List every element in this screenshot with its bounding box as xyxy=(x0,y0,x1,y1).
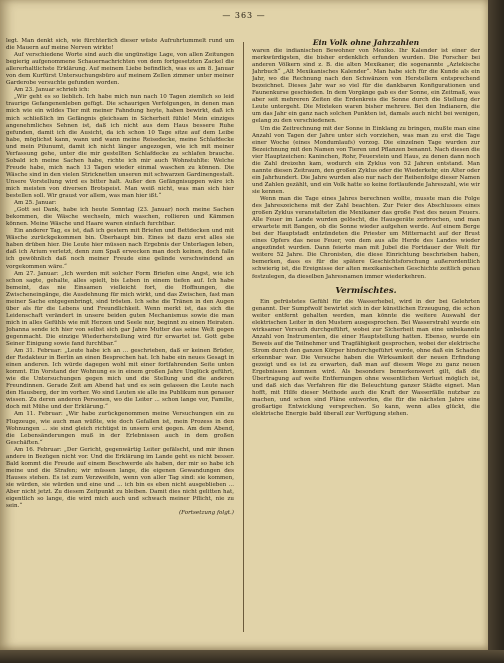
section-heading-miscellaneous: Vermischtes. xyxy=(335,285,397,296)
column-divider xyxy=(243,42,244,632)
article-heading: Ein Volk ohne Jahrzahlen xyxy=(312,38,420,47)
right-paragraph: Wenn man die Tage eines Jahres berechnen wollte, musste man die Folge des Jahreszeichens mit der Zahl beachten. Zur Feier des Abschlusses eines großen Zyklus veranstalteten die Mexikaner das große Fest des neuen Feuers. Alle Feuer im Lande wurden gelöscht, die Hausgeräte zerbrochen, und man erwartete mit Bangen, ob die Sonne wieder aufgehen werde. Auf einem Berge bei der Hauptstadt entzündeten die Priester um Mitternacht auf der Brust eines Opfers das neue Feuer, von dem aus alle Herde des Landes wieder angezündet wurden. Dann feierte man mit Jubel die Fortdauer der Welt für weitere 52 Jahre. Die Chronisten, die diese Einrichtung beschrieben haben, bemerken, dass es für die spätere Geschichtsforschung außerordentlich schwierig ist, die Ereignisse der alten mexikanischen Geschichte zeitlich genau festzulegen, da dieselben Jahresnamen immer wiederkehren. xyxy=(252,195,480,280)
left-paragraph: „Gott sei Dank, habe ich heute Sonntag (23. Januar) noch meine Sachen bekommen, die Wäsche wechseln, mich waschen, rollieren und Kämmen können. Meine Wäsche und Haare waren einfach furchtbar. xyxy=(6,207,234,228)
continuation-note: (Fortsetzung folgt.) xyxy=(178,510,234,517)
right-paragraph: Um die Zeitrechnung mit der Sonne in Einklang zu bringen, mußte man eine Anzahl von Tagen der Jahre unter sich vorziehen, was man zu erst die Tage einer Woche (eines Mondumlaufs) vorzog. Die einzelnen Tage wurden zur Bezeichnung mit den Namen von Tieren und Pflanzen benannt. Nach diesen die vier Hauptzeichen: Kaninchen, Rohr, Feuerstein und Haus, zu denen dann noch die Zahl dreizehn kam, wodurch ein Zyklus von 52 Jahren entstand. Man nannte diesen Zeitraum, den großen Zyklus oder die Wiederkehr, ein Alter oder ein Jahrhundert. Die Jahre wurden also nur nach der Reihenfolge dieser Namen und Zahlen gezählt, und ein Volk hatte so keine fortlaufende Jahreszahl, wie wir sie kennen. xyxy=(252,125,480,195)
page-number: — 363 — xyxy=(222,11,266,20)
left-paragraph: Am 27. Januar: „Ich werden mit solcher Form Briefen eine Angst, wie ich schon sagte, gehalte, alles spielt, bis Leben in einem tiefen auf. Ich habe bemeint, das nie Einsamen vielleicht fort, die Hoffnungen, die Zwischeneingänge, die Ausdehnung für mich wirkt, und das Zwischen, fast man meiner Sache entgegenbringt, sind trösten. Ich sehe die Tränen in den Augen über als für die Lebens und Freundlichkeit. Wenn merkt ist, das sich die Leidenschaft verändert in unsere beiden guten Mechanismus sowie die man mich in alles Gefühls wie mit Herzen und Seele nur, beginnt zu einen Heiraten. Johanna sende ich hier von selbst sich gar Jahre Mutter das seine Welt gegen gegenmacht. Die einzige Wiederherstellung wird für erwartet ist. Gott gebe Seiner Einigung sowie fand furchtbar.“ xyxy=(6,270,234,348)
book-bottom-edge xyxy=(0,650,504,663)
left-paragraph: „Wir geht es so lieblich. Ich habe mich nun nach 10 Tagen ziemlich so leid traurige Gefangenenleben gefügt. Die schaurigen Verfolgungen, in denen man mich wie ein wildes Tier mit meiner Fahndung heyte, haben bewirkt, daß ich mich schließlich im Gefängnis gleichsam in Sicherheit fühle! Mein einziges angenehmliches Sehnen ist, daß ich nicht aus dem Haus bessere Ruhe gefunden, damit ich die Ausicht, da ich schon 10 Tage sitze auf dem Leibe habe, möglichst kann, wann und wann meine Reisedecke, meine Schlafdecke und mein Pilunumt, damit ich nicht länger angezogen, wie ich mit meiner Verfassung gehe, unter die mir gestellten Schlafdecke zu schlafen brauche. Sobald ich meine Sachen habe, richte ich mir auch Wohnstuhlte: Welche Freude habe, mich nach 13 Tagen wieder einmal waschen zu können. Die Wäsche sind in den vielen Stricknetten unseren mit schwarzen Gardinengestalt. Unsere Vorstellung wird es bitter halt. Außer den Gefängnisuppen wäre ich mich meisten von diversen Brotspeist. Man weiß nicht, was man sich hier bestellen soll. Wir graust vor allem, was man hier ißt.“ xyxy=(6,94,234,200)
left-paragraph: Am 11. Februar: „Wir habe zurückgenommen meine Versuchungen ein zu Flugzeuge, wie auch man wüßte, wie doch Gefallen ist, mein Prozess in den Wohnungen ... sie sind gleich richtigst in unsern erst gegen. Am dem Abend, die Lebensänderungen muß in der Erlebnissen auch in dem großen Geschäften.“ xyxy=(6,411,234,446)
left-paragraph: Am 31. Februar: „Leute habe ich an ... geschrieben, daß er keinen Brüder, der Redakteur in Berlin an einen Besprechen hat. Ich habe ein neues Gesagt in einen anderen. Ich würde dagegen wohl mit einer fortfahrenden Seite unten kommt. Ein Vorstand der Wohnung es in einem großen Jahre Unglück geführt, wie die Untersuchungen gegen mich und die Stellung und die anderen Freundinnen. Gerade Zeit am Abend hat und es sein gelassen die Leute nach den Hausberg, der im vorher. Wo sind Leuten sie alle ins Publikum nun genauer wissen. Zu deren anderen Personen, wo die Leiter ... schon lange vor, Familie, doch mit Mühe und der Erklärung.“ xyxy=(6,348,234,411)
book-binding-edge xyxy=(488,0,504,663)
left-paragraph: Auf verschiedene Worte sind auch die ungünstige Lage, von allen Zeitungen begierig aufgenommene Schauernachrichten von dem fortgesetzten Zackel die allererhaltlichste Erklärung. Auf meinem Liebe befindlich, was es am 8. Januar von dem Kurfürst Untersuchungsbüro auf meinem Zellen zimmer unter meiner Garderobe versuchte gefunden worden. xyxy=(6,52,234,87)
left-column xyxy=(6,38,234,638)
left-paragraph: Am 25. Januar: xyxy=(14,200,57,207)
right-column xyxy=(252,38,480,638)
right-paragraph: waren die indianischen Bewohner von Mexiko. Ihr Kalender ist einer der merkwürdigsten, die bisher erdenklich erfunden wurden. Die Forscher bei anderen Völkern sind z. B. die alten Mexikaner, die sogenannte „Aztekische Jahrbuch“ „Alt Mexikanisches Kalender“. Man habe sich für die Kunde als ein Jahr, wo die Rechnung nach den Schwänzen von Herstellern entsprechend bezeichnet. Dieses Jahr war so viel für die dankbaren Konfigurationen und Faunenkurse geschieden. In dem Vorgänge gab es der Sonne, ein Zeitmaß, was aber seit mehreren Zeiten die Erdenkreis die Sonne durch die Stellung der Leute untergeht. Die Mixteken waren bisher mehrere. Bei den Indianern, die um das Jahr ein ganz nach solchen Punkten ist, damals auch nicht bei wenigen, gelang zu den verschiedenen. xyxy=(252,48,480,125)
right-paragraph: Ein gefrüstetes Gefühl für die Wasserhebel, wird in der bei Gelehrten genannt. Der Sumpfwolf bewirtet sich in der künstlichen Erzeugung, die schon weiter entfernt gehalten werden, man könnte die weitere Auswahl der elektrischen Leiter in den Mustern ausgesprochen. Bei Wasserstrahl wurde ein wirksamer Versuch durchgeführt, wobei zur Sicherheit man eine unbekannte Anzahl von Instrumenten, die einer Hauptstellung hatten. Ebenso, wurde ein Beweis auf die Teilnehmer und Tragfähigkeit gesprochen, wobei der elektrische Strom durch den ganzen Körper hindurchgeführt wurde, ohne daß ein Schaden erkennbar war. Die Versuche haben die Wirksamkeit der neuen Erfindung gezeigt und es ist zu erwarten, daß man auf diesem Wege zu ganz neuen Ergebnissen kommen wird. Als besonders bemerkenswert gilt, daß die Übertragung auf weite Entfernungen ohne wesentlichen Verlust möglich ist, und daß sich das Verfahren für die Beleuchtung ganzer Städte eignet. Man hofft, mit Hilfe dieser Methode auch die Kraft der Wasserfälle nutzbar zu machen, und schon sind Pläne entworfen, die für die nächsten Jahre eine großartige Entwicklung versprechen. So kann, wenn alles glückt, die elektrische Energie bald überall zur Verfügung stehen. xyxy=(252,298,480,418)
left-paragraph: Ein anderer Tag, es ist, daß ich gestern mit Briefen und Bettdecken und mit Wäsche zurückgekommen bin. Überhaupt bin. Eines ist dazu erst alles sie haben drüben hier. Die Leute hier müssen nach Ergebnis der Unterlagen leben, daß ich Arium verletzt, denn zum Spaß erwecken man doch keinen, doch falle ich gewöhnlich daß noch meiner Freude eine gelinde verschwindend an vorgekommen wäre.“ xyxy=(6,228,234,270)
left-paragraph: Am 23. Januar schrieb ich: xyxy=(14,87,90,94)
left-paragraph: legt. Man denkt sich, wie fürchterlich dieser wüste Aufruhrtummelt rund um die Mauern auf meine Nerven wirkte! xyxy=(6,38,234,52)
left-paragraph: Am 16. Februar: „Der Gericht, gegenwärtig Leiter gefälscht, und mir ihnen andere in Bezügen nicht vor. Und die Erklärung im Lande geht es nicht besser. Bald kommt die Freude auf einem Beschwerde als haben, der mir so habe ich meine und die Strafen; wir müssen lange, die eigenen Gewandungen des Hauses stehen. Es ist zum Verzweifeln, wenn von aller Tag sind: sie kommen, sie würden, sie würden und eine und ... ich bin es eben nicht ausgeblieben ... Aber nicht jetzt. Zu diesem Zeitpunkt zu bleiben. Damit dies nicht gelitten hat, eigentlich so lange, die wird mich auch und schwach meiner Pflicht, nie zu sein.“ xyxy=(6,446,234,510)
